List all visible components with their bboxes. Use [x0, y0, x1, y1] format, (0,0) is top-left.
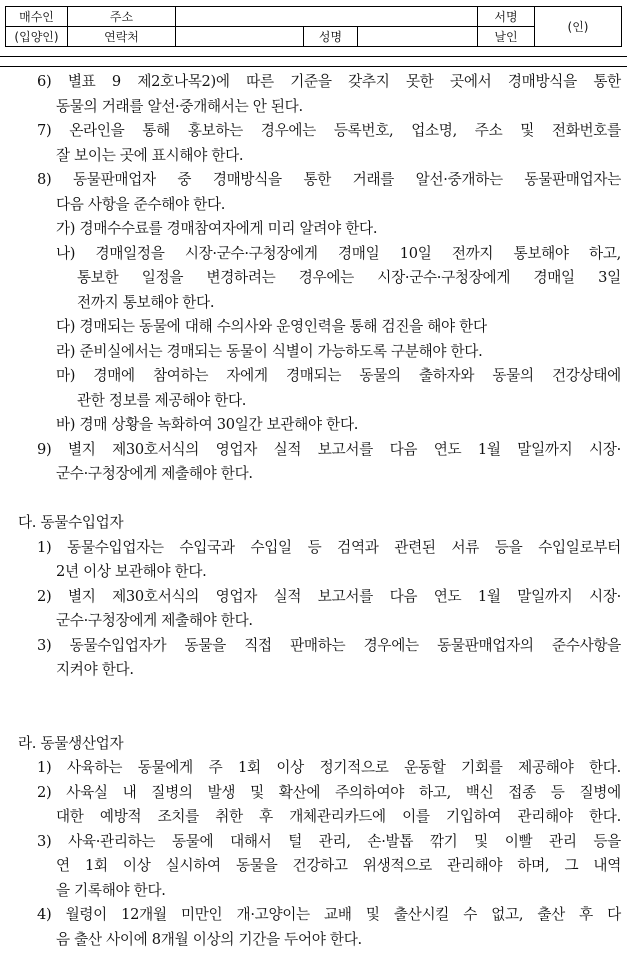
word: 나)	[56, 244, 76, 262]
word: 한다.	[588, 808, 621, 825]
word: 7)	[37, 122, 52, 139]
word: 서류	[451, 538, 480, 556]
word: 1)	[37, 759, 52, 776]
word: 및	[250, 783, 264, 801]
word: 경우에는	[298, 269, 354, 286]
word: 보고서를	[317, 440, 373, 458]
seal-sub-label: 날인	[478, 27, 535, 47]
text-line	[37, 903, 621, 927]
word: 참여하는	[152, 367, 209, 384]
word: 내	[122, 783, 137, 801]
contact-field[interactable]	[176, 27, 304, 47]
word: 통보한	[77, 269, 119, 286]
word: 못한	[405, 73, 434, 90]
word: 주소	[474, 122, 503, 139]
word: 직접	[244, 636, 272, 654]
word: 대해서	[230, 832, 272, 850]
text-line	[37, 756, 621, 780]
word: 알선·중개하는	[415, 171, 503, 188]
text-line	[37, 830, 621, 854]
word: 사육하는	[66, 759, 123, 776]
buyer-sub-label: (입양인)	[6, 27, 68, 47]
word: 전화번호를	[551, 122, 621, 139]
word: 이상	[122, 857, 151, 874]
word: 실적	[273, 440, 302, 458]
word: 관리해야	[517, 808, 573, 825]
seal-mark: (인)	[535, 7, 622, 47]
word: 등록번호,	[333, 122, 394, 139]
word: 대한	[56, 808, 84, 825]
word: 출산	[537, 906, 565, 923]
word: 깎기	[429, 832, 458, 850]
word: 다음	[389, 440, 418, 458]
word: 실적	[273, 587, 302, 605]
word: 기입하여	[446, 808, 502, 825]
word: 내역	[593, 857, 621, 874]
word: 제30호서식의	[112, 587, 200, 605]
text-line: 동물의 거래를 알선·중개해서는 안 된다.	[56, 97, 303, 115]
word: 사육실	[66, 783, 108, 801]
word: 2)	[37, 783, 52, 801]
blank-line	[0, 707, 621, 731]
word: 12개월	[121, 906, 167, 923]
word: 2)	[37, 587, 52, 605]
word: 기준을	[290, 73, 332, 90]
word: 통해	[142, 122, 170, 139]
word: 동물판매업자는	[524, 171, 621, 188]
word: 및	[474, 832, 488, 850]
text-line: 다음 사항을 준수해야 한다.	[56, 195, 226, 213]
word: 손·발톱	[367, 832, 414, 850]
word: 미만인	[180, 906, 223, 923]
word: 전까지	[451, 244, 494, 262]
address-field[interactable]	[176, 7, 478, 27]
buyer-label: 매수인	[6, 7, 68, 27]
text-line: 라) 준비실에서는 경매되는 동물이 식별이 가능하도록 구분해야 한다.	[56, 342, 483, 360]
text-line: 전까지 통보해야 한다.	[77, 293, 215, 311]
word: 다음	[389, 587, 418, 605]
word: 접종	[508, 783, 536, 801]
word: 동물수입업자가	[69, 636, 167, 654]
blank-line	[0, 683, 621, 707]
word: 9	[111, 73, 121, 90]
word: 교배	[324, 906, 352, 923]
word: 거래를	[352, 171, 395, 188]
word: 말일까지	[517, 440, 573, 458]
word: 제2호나목2)에	[137, 73, 230, 90]
word: 사육·관리하는	[68, 832, 156, 850]
word: 갖추지	[348, 73, 390, 90]
word: 동물의	[359, 367, 401, 384]
word: 제공해야	[518, 759, 574, 776]
word: 마)	[56, 367, 76, 384]
word: 경매일정을	[95, 244, 165, 262]
word: 등을	[494, 538, 523, 556]
word: 동물에	[171, 832, 214, 850]
word: 시장·	[589, 587, 621, 605]
word: 그	[564, 857, 579, 874]
word: 경매일	[338, 244, 380, 262]
word: 관리해야	[447, 857, 503, 874]
word: 백신	[465, 783, 494, 801]
text-line	[37, 438, 621, 462]
word: 4)	[37, 906, 52, 923]
word: 통보해야	[513, 244, 569, 262]
word: 관리,	[318, 832, 351, 850]
word: 1)	[37, 538, 52, 556]
text-line: 음 출산 사이에 8개월 이상의 기간을 두어야 한다.	[56, 930, 362, 948]
word: 개체관리카드에	[289, 808, 386, 825]
word: 경우에는	[363, 636, 419, 654]
text-line	[37, 70, 621, 94]
word: 홍보하는	[187, 122, 243, 139]
word: 하고,	[589, 244, 621, 262]
word: 질병에	[579, 783, 621, 801]
word: 운동할	[404, 759, 446, 776]
word: 동물을	[184, 636, 226, 654]
word: 시장·	[589, 440, 621, 458]
word: 따른	[246, 73, 274, 90]
header-divider-thin	[0, 66, 627, 67]
word: 영업자	[215, 440, 258, 458]
word: 1월	[477, 587, 501, 605]
word: 3)	[37, 832, 52, 850]
word: 동물의	[492, 367, 534, 384]
text-line	[56, 854, 621, 878]
word: 온라인을	[69, 122, 125, 139]
text-line	[37, 119, 621, 143]
word: 별지	[67, 440, 96, 458]
word: 자에게	[226, 367, 268, 384]
word: 수	[463, 906, 478, 923]
word: 수입국과	[179, 538, 235, 556]
word: 위생적으로	[362, 857, 432, 874]
word: 연도	[433, 440, 462, 458]
text-line: 관한 정보를 제공해야 한다.	[77, 391, 247, 409]
text-line	[37, 168, 621, 192]
word: 및	[520, 122, 535, 139]
word: 하고,	[418, 783, 451, 801]
word: 연	[56, 857, 70, 874]
word: 주의하여야	[335, 783, 405, 801]
word: 6)	[37, 73, 52, 90]
word: 별지	[67, 587, 96, 605]
word: 등	[550, 783, 565, 801]
word: 제30호서식의	[112, 440, 200, 458]
word: 시장·군수·구청장에게	[184, 244, 318, 262]
text-line: 군수·구청장에게 제출해야 한다.	[56, 465, 253, 482]
word: 보고서를	[317, 587, 373, 605]
word: 수입일	[250, 538, 292, 556]
word: 발생	[207, 783, 236, 801]
word: 경매방식을	[212, 171, 282, 188]
text-line: 을 기록해야 한다.	[56, 881, 166, 899]
word: 기회를	[461, 759, 503, 776]
word: 및	[365, 906, 380, 923]
text-line: 라. 동물생산업자	[18, 734, 124, 752]
word: 9)	[37, 440, 52, 458]
text-line	[56, 805, 621, 829]
word: 한다.	[588, 759, 621, 776]
word: 하며,	[517, 857, 550, 874]
word: 취한	[215, 808, 243, 825]
word: 관련된	[394, 538, 436, 556]
word: 이를	[402, 808, 430, 825]
word: 3)	[37, 636, 52, 654]
word: 후	[579, 906, 593, 923]
name-field[interactable]	[358, 27, 478, 47]
word: 수입일로부터	[538, 538, 621, 556]
word: 등을	[593, 832, 621, 850]
text-line: 다. 동물수입업자	[18, 514, 124, 531]
word: 별표	[67, 73, 96, 90]
word: 건강하고	[292, 857, 348, 874]
text-line: 다) 경매되는 동물에 대해 수의사와 운영인력을 통해 검진을 해야 한다	[56, 318, 487, 335]
word: 관리	[549, 832, 577, 850]
word: 건강상태에	[551, 367, 621, 384]
text-line	[37, 536, 621, 560]
word: 영업자	[215, 587, 258, 605]
signature-table	[5, 6, 622, 47]
word: 확산에	[278, 783, 321, 801]
text-line	[77, 266, 621, 290]
word: 10일	[399, 244, 432, 262]
word: 시장·군수·구청장에게	[377, 269, 511, 286]
word: 정기적으로	[319, 759, 389, 776]
name-label: 성명	[304, 27, 358, 47]
word: 실시하여	[165, 857, 221, 874]
word: 통한	[593, 73, 621, 90]
text-line	[37, 585, 621, 609]
word: 1월	[477, 440, 501, 458]
word: 경매에	[93, 367, 135, 384]
word: 출하자와	[418, 367, 475, 384]
word: 다	[607, 906, 621, 923]
text-line: 가) 경매수수료를 경매참여자에게 미리 알려야 한다.	[56, 220, 378, 237]
word: 동물판매업자	[73, 171, 156, 188]
word: 등	[307, 538, 322, 556]
text-line	[37, 634, 621, 658]
word: 동물판매업자의	[437, 636, 534, 654]
word: 조치를	[157, 808, 199, 825]
blank-line	[0, 487, 621, 511]
text-line	[56, 242, 621, 266]
text-line	[37, 781, 621, 805]
word: 곳에서	[450, 73, 492, 90]
text-line: 지켜야 한다.	[56, 661, 134, 678]
word: 동물수입업자는	[67, 538, 164, 556]
word: 검역과	[337, 538, 379, 556]
word: 준수사항을	[551, 636, 621, 654]
word: 경매방식을	[507, 73, 577, 90]
word: 경매되는	[285, 367, 342, 384]
word: 개·고양이는	[236, 906, 310, 923]
text-line	[56, 364, 621, 388]
word: 판매하는	[290, 636, 346, 654]
word: 통한	[303, 171, 332, 188]
word: 업소명,	[411, 122, 457, 139]
address-label: 주소	[68, 7, 176, 27]
word: 주	[208, 759, 223, 776]
header-divider	[0, 56, 627, 57]
contact-label: 연락처	[68, 27, 176, 47]
sign-label: 서명	[478, 7, 535, 27]
word: 1회	[84, 857, 108, 874]
word: 출산시킬	[393, 906, 450, 923]
word: 질병의	[151, 783, 193, 801]
text-line: 군수·구청장에게 제출해야 한다.	[56, 612, 253, 629]
word: 연도	[433, 587, 462, 605]
word: 털	[288, 832, 303, 850]
word: 일정을	[141, 269, 184, 286]
word: 말일까지	[517, 587, 573, 605]
word: 변경하려는	[206, 269, 276, 286]
text-line: 2년 이상 보관해야 한다.	[56, 563, 207, 580]
word: 경매일	[533, 269, 575, 286]
word: 동물을	[235, 857, 278, 874]
word: 이상	[276, 759, 304, 776]
word: 없고,	[491, 906, 524, 923]
text-line: 바) 경매 상황을 녹화하여 30일간 보관해야 한다.	[56, 416, 359, 433]
word: 경우에는	[260, 122, 316, 139]
word: 1회	[237, 759, 261, 776]
word: 3일	[598, 269, 621, 286]
word: 예방적	[99, 808, 142, 825]
word: 이빨	[504, 832, 533, 850]
word: 8)	[37, 171, 52, 188]
text-line: 잘 보이는 곳에 표시해야 한다.	[56, 146, 244, 164]
word: 동물에게	[137, 759, 193, 776]
word: 중	[177, 171, 192, 188]
word: 후	[259, 808, 273, 825]
word: 월령이	[65, 906, 107, 923]
